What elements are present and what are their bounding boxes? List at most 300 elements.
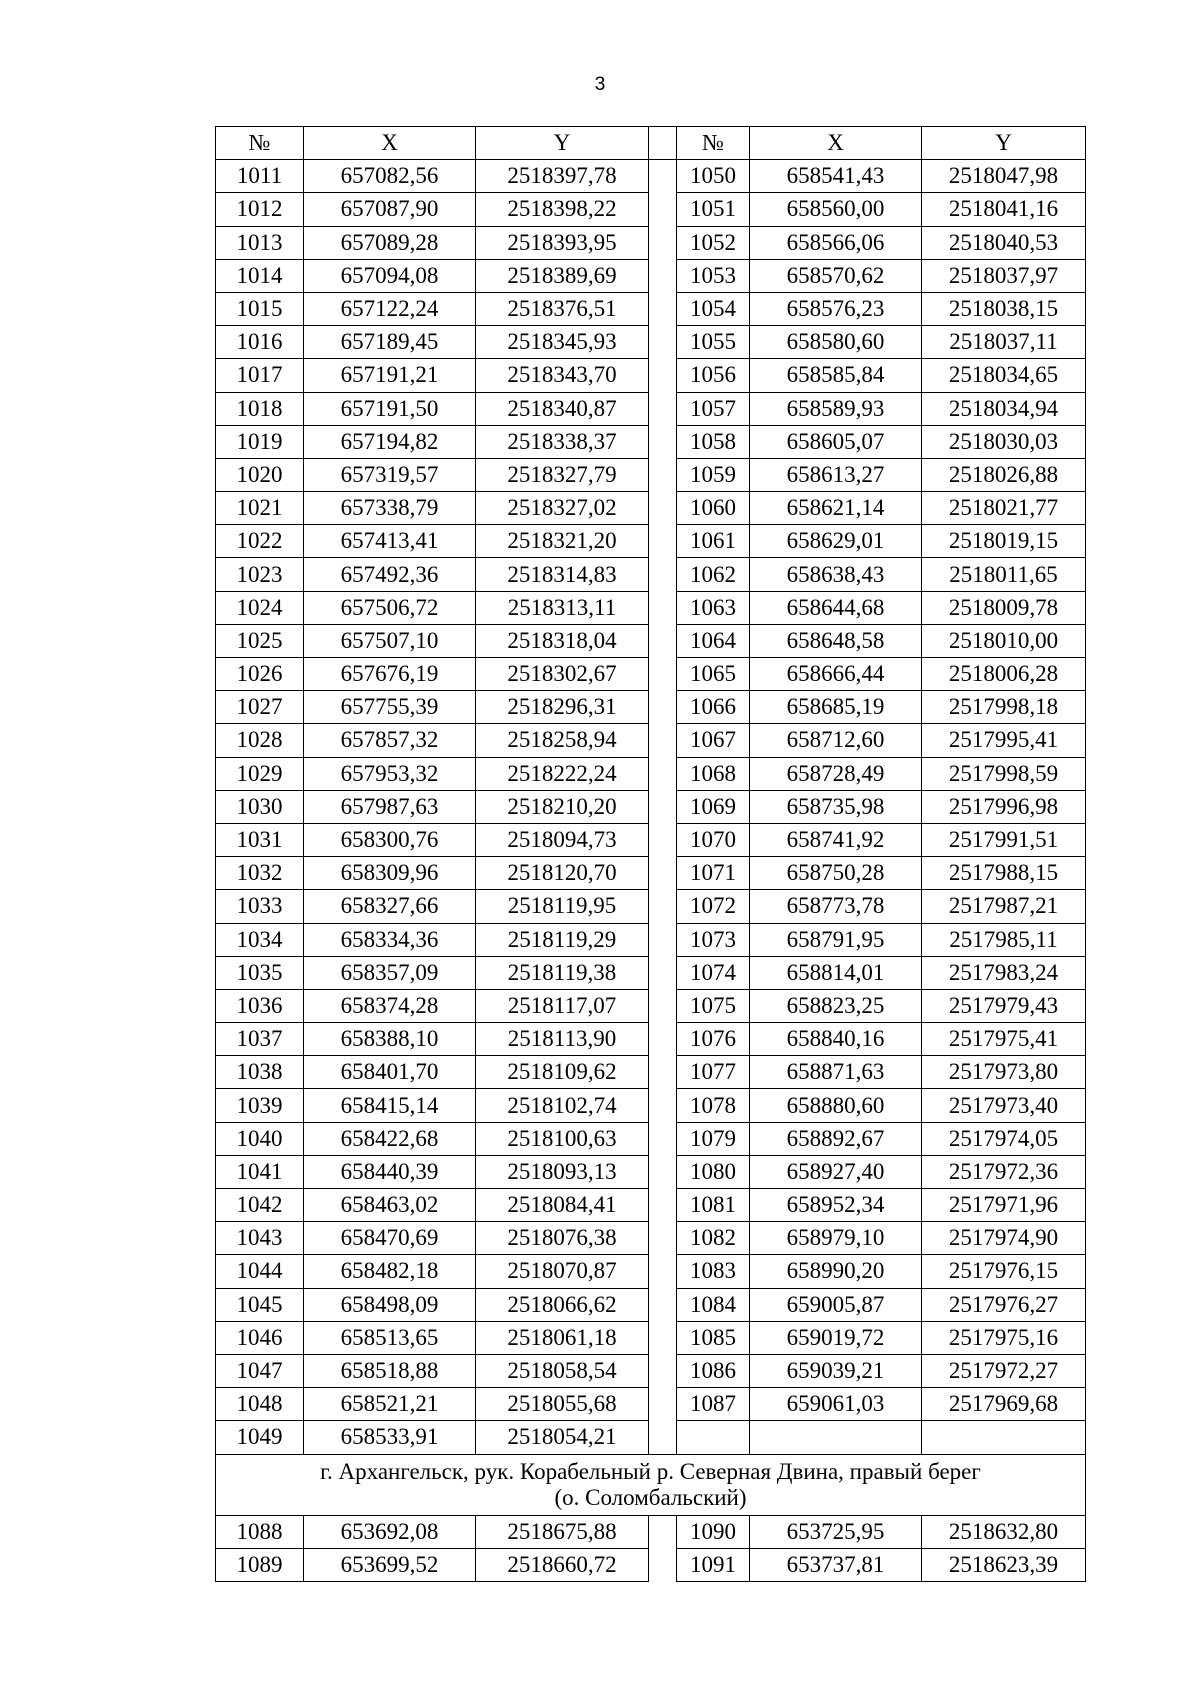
cell-x-left: 658518,88	[304, 1354, 476, 1387]
cell-y-left: 2518313,11	[476, 591, 649, 624]
cell-y-left: 2518109,62	[476, 1056, 649, 1089]
cell-x-left: 657987,63	[304, 790, 476, 823]
column-gap	[649, 425, 677, 458]
cell-point-number-left: 1041	[216, 1155, 304, 1188]
cell-point-number-left: 1049	[216, 1421, 304, 1454]
cell-y-right: 2518623,39	[922, 1548, 1086, 1581]
cell-point-number-left: 1011	[216, 160, 304, 193]
cell-y-left: 2518660,72	[476, 1548, 649, 1581]
column-gap	[649, 193, 677, 226]
cell-x-right: 658605,07	[750, 425, 922, 458]
cell-x-left: 658440,39	[304, 1155, 476, 1188]
cell-point-number-right: 1055	[677, 326, 750, 359]
cell-y-right: 2517974,90	[922, 1222, 1086, 1255]
cell-x-right: 658927,40	[750, 1155, 922, 1188]
cell-x-left: 657857,32	[304, 724, 476, 757]
column-gap	[649, 923, 677, 956]
cell-point-number-left: 1043	[216, 1222, 304, 1255]
column-gap	[649, 492, 677, 525]
cell-point-number-left: 1021	[216, 492, 304, 525]
cell-y-right: 2517975,41	[922, 1023, 1086, 1056]
column-gap	[649, 558, 677, 591]
cell-point-number-right: 1071	[677, 857, 750, 890]
cell-x-right: 659019,72	[750, 1321, 922, 1354]
cell-y-left: 2518100,63	[476, 1122, 649, 1155]
header-y-right: Y	[922, 127, 1086, 160]
table-row	[216, 259, 1086, 292]
cell-y-left: 2518117,07	[476, 989, 649, 1022]
cell-y-right: 2517974,05	[922, 1122, 1086, 1155]
cell-y-left: 2518321,20	[476, 525, 649, 558]
cell-x-left: 658521,21	[304, 1388, 476, 1421]
cell-y-left: 2518398,22	[476, 193, 649, 226]
column-gap	[649, 160, 677, 193]
cell-point-number-right: 1054	[677, 292, 750, 325]
cell-x-left: 658422,68	[304, 1122, 476, 1155]
cell-y-right: 2518038,15	[922, 292, 1086, 325]
cell-point-number-right: 1060	[677, 492, 750, 525]
cell-x-left: 657191,21	[304, 359, 476, 392]
cell-x-right: 658871,63	[750, 1056, 922, 1089]
table-row	[216, 1155, 1086, 1188]
cell-point-number-right: 1078	[677, 1089, 750, 1122]
coordinates-table	[215, 126, 1086, 1582]
cell-y-right: 2517996,98	[922, 790, 1086, 823]
column-gap	[649, 724, 677, 757]
cell-x-left: 658463,02	[304, 1189, 476, 1222]
cell-y-right	[922, 1421, 1086, 1454]
cell-y-left: 2518210,20	[476, 790, 649, 823]
cell-x-right: 658560,00	[750, 193, 922, 226]
cell-point-number-left: 1044	[216, 1255, 304, 1288]
cell-point-number-right: 1083	[677, 1255, 750, 1288]
cell-point-number-right: 1086	[677, 1354, 750, 1387]
column-gap	[649, 591, 677, 624]
table-row	[216, 1548, 1086, 1581]
cell-y-right: 2518026,88	[922, 458, 1086, 491]
cell-x-left: 658513,65	[304, 1321, 476, 1354]
cell-point-number-left: 1040	[216, 1122, 304, 1155]
table-row	[216, 1189, 1086, 1222]
cell-point-number-right: 1081	[677, 1189, 750, 1222]
cell-y-left: 2518302,67	[476, 658, 649, 691]
cell-point-number-right: 1079	[677, 1122, 750, 1155]
cell-y-left: 2518675,88	[476, 1515, 649, 1548]
column-gap	[649, 691, 677, 724]
column-gap	[649, 458, 677, 491]
cell-y-right: 2518030,03	[922, 425, 1086, 458]
cell-x-left: 657506,72	[304, 591, 476, 624]
cell-point-number-right: 1057	[677, 392, 750, 425]
cell-point-number-left: 1013	[216, 226, 304, 259]
cell-y-left: 2518094,73	[476, 823, 649, 856]
column-gap	[649, 259, 677, 292]
cell-x-right: 658585,84	[750, 359, 922, 392]
section-title-line2: (о. Соломбальский)	[554, 1484, 747, 1510]
cell-point-number-left: 1015	[216, 292, 304, 325]
cell-y-left: 2518389,69	[476, 259, 649, 292]
cell-x-left: 657094,08	[304, 259, 476, 292]
cell-y-left: 2518222,24	[476, 757, 649, 790]
cell-point-number-right: 1077	[677, 1056, 750, 1089]
cell-y-right: 2517976,27	[922, 1288, 1086, 1321]
cell-y-left: 2518318,04	[476, 624, 649, 657]
cell-point-number-right: 1064	[677, 624, 750, 657]
cell-y-right: 2517983,24	[922, 956, 1086, 989]
cell-y-left: 2518338,37	[476, 425, 649, 458]
table-row	[216, 823, 1086, 856]
cell-x-right: 658576,23	[750, 292, 922, 325]
cell-x-left: 657189,45	[304, 326, 476, 359]
column-gap	[649, 757, 677, 790]
cell-y-left: 2518058,54	[476, 1354, 649, 1387]
cell-x-left: 653692,08	[304, 1515, 476, 1548]
cell-y-right: 2517998,18	[922, 691, 1086, 724]
cell-y-left: 2518119,95	[476, 890, 649, 923]
cell-point-number-right: 1067	[677, 724, 750, 757]
cell-point-number-right: 1076	[677, 1023, 750, 1056]
cell-x-left: 657413,41	[304, 525, 476, 558]
cell-point-number-right: 1061	[677, 525, 750, 558]
cell-x-right: 658750,28	[750, 857, 922, 890]
cell-x-right: 658892,67	[750, 1122, 922, 1155]
cell-y-right: 2517976,15	[922, 1255, 1086, 1288]
cell-point-number-left: 1026	[216, 658, 304, 691]
cell-point-number-left: 1046	[216, 1321, 304, 1354]
cell-x-right: 658979,10	[750, 1222, 922, 1255]
column-gap	[649, 1354, 677, 1387]
cell-x-right: 658580,60	[750, 326, 922, 359]
cell-point-number-left: 1045	[216, 1288, 304, 1321]
cell-y-right: 2518037,11	[922, 326, 1086, 359]
cell-x-right: 658648,58	[750, 624, 922, 657]
column-gap	[649, 326, 677, 359]
cell-point-number-left: 1027	[216, 691, 304, 724]
cell-x-right: 658823,25	[750, 989, 922, 1022]
table-row	[216, 1255, 1086, 1288]
cell-point-number-right: 1062	[677, 558, 750, 591]
table-row	[216, 359, 1086, 392]
cell-y-right: 2517995,41	[922, 724, 1086, 757]
cell-y-right: 2517972,36	[922, 1155, 1086, 1188]
column-gap	[649, 1056, 677, 1089]
table-row	[216, 1288, 1086, 1321]
cell-x-right: 658638,43	[750, 558, 922, 591]
column-gap	[649, 1155, 677, 1188]
table-row	[216, 890, 1086, 923]
cell-y-right: 2518034,65	[922, 359, 1086, 392]
cell-x-left: 657676,19	[304, 658, 476, 691]
column-gap	[649, 1023, 677, 1056]
cell-point-number-left: 1042	[216, 1189, 304, 1222]
column-gap	[649, 1222, 677, 1255]
cell-x-left: 658374,28	[304, 989, 476, 1022]
cell-y-left: 2518113,90	[476, 1023, 649, 1056]
cell-x-left: 658401,70	[304, 1056, 476, 1089]
cell-x-left: 657089,28	[304, 226, 476, 259]
cell-y-left: 2518120,70	[476, 857, 649, 890]
cell-x-left: 658388,10	[304, 1023, 476, 1056]
column-gap	[649, 1089, 677, 1122]
cell-y-left: 2518066,62	[476, 1288, 649, 1321]
table-row	[216, 193, 1086, 226]
cell-point-number-right: 1069	[677, 790, 750, 823]
cell-x-right: 658541,43	[750, 160, 922, 193]
cell-x-left: 658415,14	[304, 1089, 476, 1122]
table-row	[216, 1388, 1086, 1421]
cell-x-right: 659005,87	[750, 1288, 922, 1321]
cell-y-right: 2518034,94	[922, 392, 1086, 425]
cell-y-right: 2517979,43	[922, 989, 1086, 1022]
table-row	[216, 1089, 1086, 1122]
cell-point-number-right: 1087	[677, 1388, 750, 1421]
table-row	[216, 1023, 1086, 1056]
cell-point-number-right: 1050	[677, 160, 750, 193]
cell-point-number-right: 1053	[677, 259, 750, 292]
cell-point-number-left: 1020	[216, 458, 304, 491]
column-gap	[649, 1288, 677, 1321]
cell-x-right: 658629,01	[750, 525, 922, 558]
cell-y-left: 2518258,94	[476, 724, 649, 757]
cell-point-number-left: 1029	[216, 757, 304, 790]
cell-y-right: 2518010,00	[922, 624, 1086, 657]
cell-point-number-right: 1058	[677, 425, 750, 458]
cell-x-left: 658498,09	[304, 1288, 476, 1321]
cell-point-number-left: 1024	[216, 591, 304, 624]
cell-point-number-right: 1073	[677, 923, 750, 956]
cell-x-right: 659039,21	[750, 1354, 922, 1387]
table-row	[216, 1321, 1086, 1354]
cell-x-left: 657755,39	[304, 691, 476, 724]
cell-y-right: 2517973,80	[922, 1056, 1086, 1089]
column-gap	[649, 359, 677, 392]
cell-y-right: 2517985,11	[922, 923, 1086, 956]
cell-y-right: 2517975,16	[922, 1321, 1086, 1354]
column-gap	[649, 1548, 677, 1581]
coordinates-body-section	[216, 1515, 1086, 1581]
table-row	[216, 658, 1086, 691]
section-header	[216, 1454, 1086, 1515]
cell-y-left: 2518076,38	[476, 1222, 649, 1255]
coordinates-body-main	[216, 160, 1086, 1454]
cell-point-number-left: 1034	[216, 923, 304, 956]
cell-y-left: 2518102,74	[476, 1089, 649, 1122]
cell-point-number-left: 1025	[216, 624, 304, 657]
table-row	[216, 458, 1086, 491]
cell-point-number-left: 1022	[216, 525, 304, 558]
cell-y-left: 2518055,68	[476, 1388, 649, 1421]
column-gap	[649, 1122, 677, 1155]
cell-y-left: 2518084,41	[476, 1189, 649, 1222]
cell-y-right: 2518019,15	[922, 525, 1086, 558]
cell-x-right: 658621,14	[750, 492, 922, 525]
section-title-line1: г. Архангельск, рук. Корабельный р. Северная Двина, правый берег	[320, 1458, 981, 1484]
cell-point-number-left: 1088	[216, 1515, 304, 1548]
cell-point-number-right: 1074	[677, 956, 750, 989]
cell-x-left: 658334,36	[304, 923, 476, 956]
cell-y-right: 2518006,28	[922, 658, 1086, 691]
cell-x-left: 658357,09	[304, 956, 476, 989]
cell-y-left: 2518054,21	[476, 1421, 649, 1454]
cell-point-number-left: 1018	[216, 392, 304, 425]
cell-y-right: 2518047,98	[922, 160, 1086, 193]
cell-x-right: 658712,60	[750, 724, 922, 757]
cell-point-number-right: 1091	[677, 1548, 750, 1581]
cell-x-left: 657507,10	[304, 624, 476, 657]
cell-point-number-left: 1035	[216, 956, 304, 989]
cell-x-left: 657191,50	[304, 392, 476, 425]
cell-y-right: 2517987,21	[922, 890, 1086, 923]
table-row	[216, 1354, 1086, 1387]
cell-x-right: 658791,95	[750, 923, 922, 956]
table-row	[216, 1056, 1086, 1089]
cell-point-number-right	[677, 1421, 750, 1454]
header-x-right: X	[750, 127, 922, 160]
cell-point-number-left: 1039	[216, 1089, 304, 1122]
table-row	[216, 757, 1086, 790]
column-gap	[649, 1421, 677, 1454]
cell-x-right: 658685,19	[750, 691, 922, 724]
cell-y-left: 2518093,13	[476, 1155, 649, 1188]
cell-x-right: 658728,49	[750, 757, 922, 790]
cell-x-right: 658814,01	[750, 956, 922, 989]
table-row	[216, 425, 1086, 458]
cell-y-left: 2518327,79	[476, 458, 649, 491]
cell-x-left: 657338,79	[304, 492, 476, 525]
cell-x-left: 658327,66	[304, 890, 476, 923]
cell-x-left: 653699,52	[304, 1548, 476, 1581]
table-row	[216, 525, 1086, 558]
cell-point-number-left: 1089	[216, 1548, 304, 1581]
section-title-row	[216, 1454, 1086, 1515]
table-row	[216, 392, 1086, 425]
column-gap	[649, 1321, 677, 1354]
table-row	[216, 1515, 1086, 1548]
column-gap	[649, 1189, 677, 1222]
cell-y-left: 2518345,93	[476, 326, 649, 359]
header-number-left: №	[216, 127, 304, 160]
cell-x-right: 653725,95	[750, 1515, 922, 1548]
cell-x-right	[750, 1421, 922, 1454]
cell-x-left: 657122,24	[304, 292, 476, 325]
table-row	[216, 956, 1086, 989]
cell-point-number-left: 1033	[216, 890, 304, 923]
cell-point-number-right: 1090	[677, 1515, 750, 1548]
table-row	[216, 326, 1086, 359]
column-gap	[649, 624, 677, 657]
cell-point-number-right: 1059	[677, 458, 750, 491]
cell-x-right: 658644,68	[750, 591, 922, 624]
column-gap	[649, 1515, 677, 1548]
cell-y-right: 2518041,16	[922, 193, 1086, 226]
table-row	[216, 591, 1086, 624]
cell-x-right: 658952,34	[750, 1189, 922, 1222]
cell-point-number-left: 1036	[216, 989, 304, 1022]
table-row	[216, 558, 1086, 591]
table-row	[216, 1222, 1086, 1255]
table-row	[216, 160, 1086, 193]
cell-y-right: 2517969,68	[922, 1388, 1086, 1421]
cell-x-right: 653737,81	[750, 1548, 922, 1581]
cell-y-right: 2517972,27	[922, 1354, 1086, 1387]
cell-point-number-left: 1030	[216, 790, 304, 823]
column-gap	[649, 392, 677, 425]
cell-y-right: 2517991,51	[922, 823, 1086, 856]
cell-x-right: 658589,93	[750, 392, 922, 425]
cell-y-right: 2518011,65	[922, 558, 1086, 591]
column-gap	[649, 790, 677, 823]
cell-x-right: 658566,06	[750, 226, 922, 259]
cell-point-number-left: 1032	[216, 857, 304, 890]
cell-y-right: 2518632,80	[922, 1515, 1086, 1548]
cell-point-number-right: 1068	[677, 757, 750, 790]
cell-y-right: 2518021,77	[922, 492, 1086, 525]
cell-y-right: 2518040,53	[922, 226, 1086, 259]
cell-point-number-right: 1085	[677, 1321, 750, 1354]
page-number: 3	[594, 74, 606, 95]
column-gap	[649, 1388, 677, 1421]
header-x-left: X	[304, 127, 476, 160]
table-row	[216, 691, 1086, 724]
cell-x-left: 658533,91	[304, 1421, 476, 1454]
cell-x-left: 658482,18	[304, 1255, 476, 1288]
cell-y-left: 2518119,29	[476, 923, 649, 956]
cell-point-number-left: 1012	[216, 193, 304, 226]
cell-x-left: 657492,36	[304, 558, 476, 591]
cell-point-number-right: 1051	[677, 193, 750, 226]
cell-x-left: 657087,90	[304, 193, 476, 226]
cell-y-left: 2518397,78	[476, 160, 649, 193]
cell-x-left: 657953,32	[304, 757, 476, 790]
cell-x-left: 658300,76	[304, 823, 476, 856]
column-gap	[649, 890, 677, 923]
cell-point-number-right: 1052	[677, 226, 750, 259]
cell-y-left: 2518061,18	[476, 1321, 649, 1354]
cell-point-number-left: 1047	[216, 1354, 304, 1387]
cell-point-number-left: 1031	[216, 823, 304, 856]
column-gap	[649, 658, 677, 691]
cell-y-left: 2518119,38	[476, 956, 649, 989]
table-row	[216, 492, 1086, 525]
column-gap	[649, 292, 677, 325]
cell-point-number-right: 1084	[677, 1288, 750, 1321]
cell-point-number-right: 1063	[677, 591, 750, 624]
cell-x-left: 657082,56	[304, 160, 476, 193]
cell-point-number-left: 1038	[216, 1056, 304, 1089]
column-gap	[649, 1255, 677, 1288]
cell-point-number-right: 1065	[677, 658, 750, 691]
cell-y-left: 2518296,31	[476, 691, 649, 724]
cell-point-number-right: 1070	[677, 823, 750, 856]
cell-x-right: 658735,98	[750, 790, 922, 823]
column-gap	[649, 127, 677, 160]
table-row	[216, 226, 1086, 259]
cell-y-right: 2517998,59	[922, 757, 1086, 790]
table-row	[216, 1421, 1086, 1454]
section-title	[216, 1454, 1086, 1515]
cell-x-right: 658666,44	[750, 658, 922, 691]
header-number-right: №	[677, 127, 750, 160]
cell-point-number-left: 1037	[216, 1023, 304, 1056]
cell-point-number-left: 1023	[216, 558, 304, 591]
table-row	[216, 624, 1086, 657]
cell-point-number-right: 1056	[677, 359, 750, 392]
cell-point-number-left: 1017	[216, 359, 304, 392]
table-row	[216, 1122, 1086, 1155]
cell-y-left: 2518314,83	[476, 558, 649, 591]
cell-x-right: 658741,92	[750, 823, 922, 856]
cell-x-right: 658880,60	[750, 1089, 922, 1122]
